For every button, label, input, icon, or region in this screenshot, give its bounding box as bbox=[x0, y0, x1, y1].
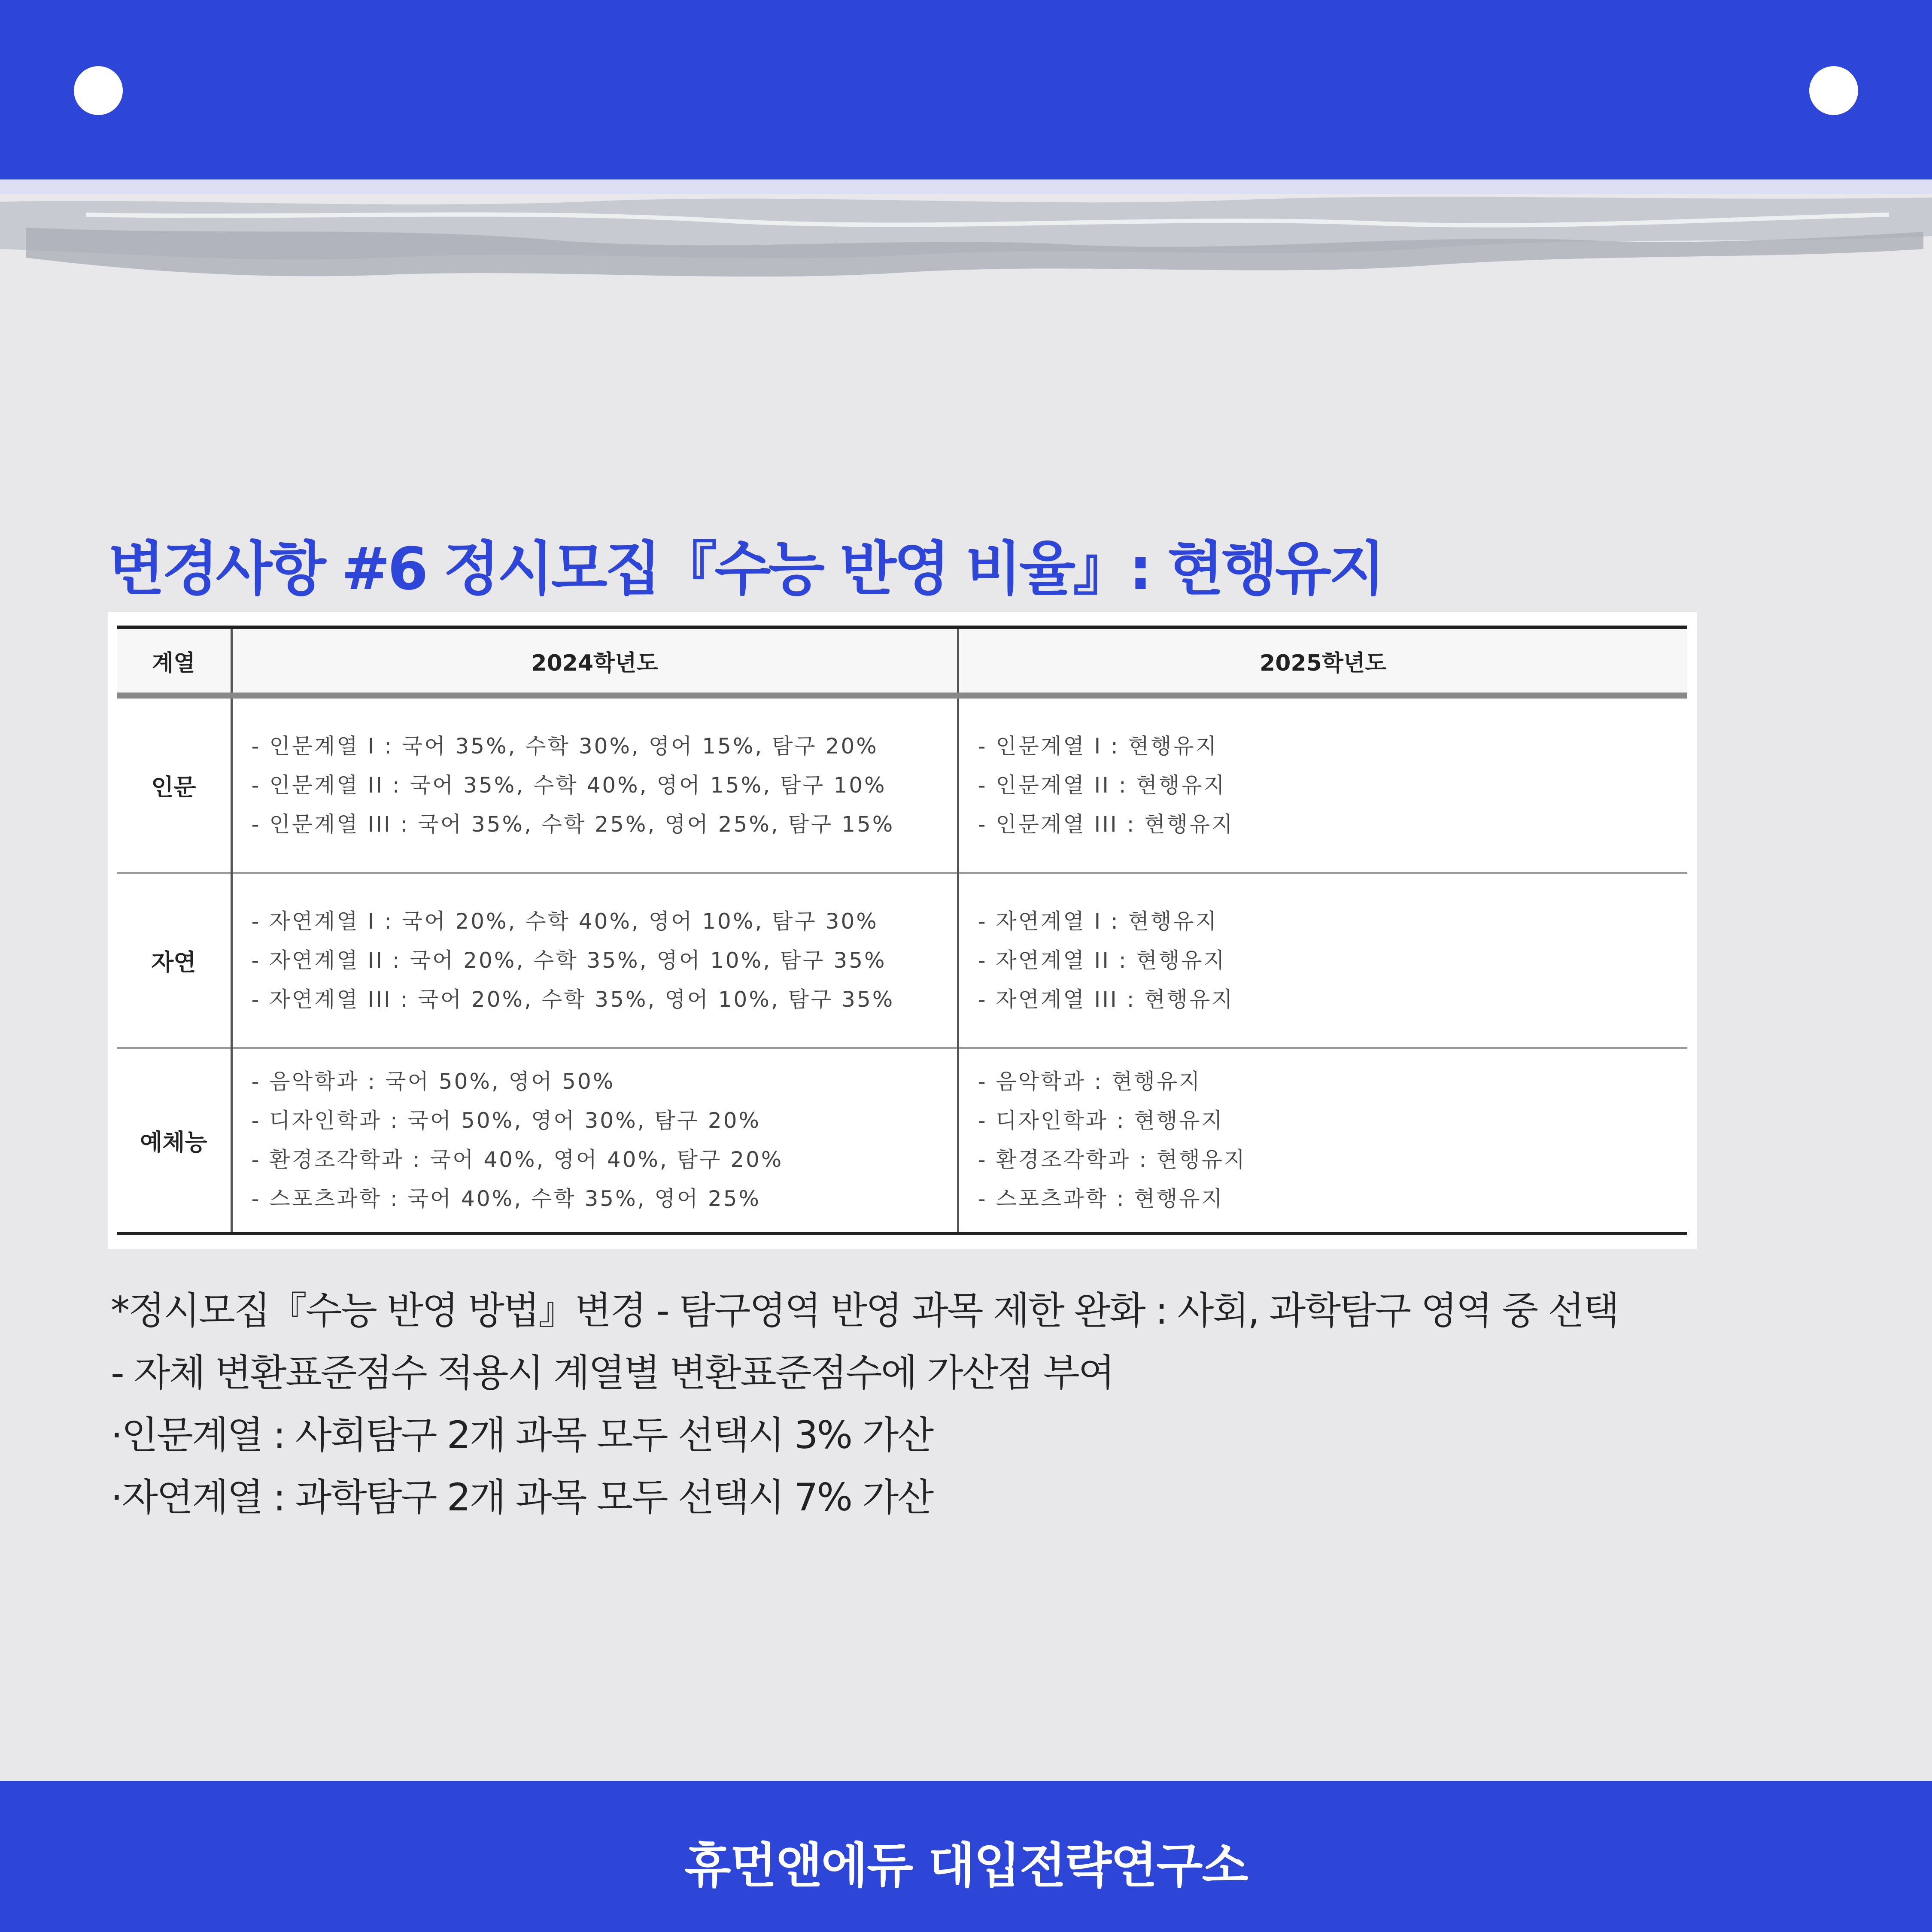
cell-line: - 자연계열 II : 현행유지 bbox=[978, 948, 1226, 973]
row-category: 자연 bbox=[117, 873, 231, 1048]
cell-line: - 인문계열 III : 국어 35%, 수학 25%, 영어 25%, 탐구 15% bbox=[251, 811, 895, 837]
torn-paper-tape bbox=[0, 185, 1932, 296]
cell-line: - 자연계열 III : 국어 20%, 수학 35%, 영어 10%, 탐구 35% bbox=[251, 987, 895, 1012]
table-header-row bbox=[117, 627, 1687, 696]
cell-line: - 인문계열 III : 현행유지 bbox=[978, 811, 1234, 837]
cell-line: - 인문계열 II : 국어 35%, 수학 40%, 영어 15%, 탐구 10% bbox=[251, 772, 887, 798]
row-category: 인문 bbox=[117, 696, 231, 873]
footer-bar bbox=[0, 1781, 1932, 1932]
cell-line: - 자연계열 I : 현행유지 bbox=[978, 908, 1218, 934]
footer-brand: 휴먼앤에듀 대입전략연구소 bbox=[684, 1838, 1248, 1894]
cell-line: - 자연계열 III : 현행유지 bbox=[978, 987, 1234, 1012]
header-2025: 2025학년도 bbox=[958, 627, 1687, 696]
cell-line: - 디자인학과 : 국어 50%, 영어 30%, 탐구 20% bbox=[251, 1108, 761, 1133]
cell-line: - 음악학과 : 현행유지 bbox=[978, 1069, 1202, 1094]
row-category: 예체능 bbox=[117, 1048, 231, 1233]
pin-hole-left bbox=[74, 66, 123, 115]
cell-2024 bbox=[231, 873, 958, 1048]
table-row bbox=[117, 873, 1687, 1048]
cell-line: - 환경조각학과 : 국어 40%, 영어 40%, 탐구 20% bbox=[251, 1147, 784, 1172]
header-2024: 2024학년도 bbox=[231, 627, 958, 696]
cell-2024 bbox=[231, 696, 958, 873]
top-header-bar bbox=[0, 0, 1932, 179]
note-line: ·자연계열 : 과학탐구 2개 과목 모두 선택시 7% 가산 bbox=[111, 1475, 933, 1519]
cell-line: - 인문계열 II : 현행유지 bbox=[978, 772, 1226, 798]
cell-2025 bbox=[958, 696, 1687, 873]
notes-block bbox=[111, 1279, 1785, 1528]
cell-line: - 인문계열 I : 현행유지 bbox=[978, 733, 1218, 759]
cell-line: - 디자인학과 : 현행유지 bbox=[978, 1108, 1224, 1133]
cell-line: - 자연계열 I : 국어 20%, 수학 40%, 영어 10%, 탐구 30% bbox=[251, 908, 878, 934]
cell-2025 bbox=[958, 873, 1687, 1048]
note-line: *정시모집『수능 반영 방법』변경 - 탐구영역 반영 과목 제한 완화 : 사회, 과학탐구 영역 중 선택 bbox=[111, 1288, 1619, 1333]
cell-2025 bbox=[958, 1048, 1687, 1233]
score-ratio-table bbox=[117, 626, 1687, 1235]
cell-2024 bbox=[231, 1048, 958, 1233]
pin-hole-right bbox=[1809, 66, 1858, 115]
cell-line: - 음악학과 : 국어 50%, 영어 50% bbox=[251, 1069, 615, 1094]
note-line: ·인문계열 : 사회탐구 2개 과목 모두 선택시 3% 가산 bbox=[111, 1413, 933, 1457]
table-row bbox=[117, 696, 1687, 873]
ratio-table-card bbox=[108, 612, 1697, 1249]
header-track: 계열 bbox=[117, 627, 231, 696]
cell-line: - 인문계열 I : 국어 35%, 수학 30%, 영어 15%, 탐구 20% bbox=[251, 733, 878, 759]
cell-line: - 스포츠과학 : 국어 40%, 수학 35%, 영어 25% bbox=[251, 1186, 761, 1211]
table-row bbox=[117, 1048, 1687, 1233]
note-line: - 자체 변환표준점수 적용시 계열별 변환표준점수에 가산점 부여 bbox=[111, 1351, 1114, 1395]
cell-line: - 스포츠과학 : 현행유지 bbox=[978, 1186, 1224, 1211]
page-title: 변경사항 #6 정시모집『수능 반영 비율』: 현행유지 bbox=[108, 535, 1383, 603]
cell-line: - 자연계열 II : 국어 20%, 수학 35%, 영어 10%, 탐구 35% bbox=[251, 948, 887, 973]
cell-line: - 환경조각학과 : 현행유지 bbox=[978, 1147, 1247, 1172]
